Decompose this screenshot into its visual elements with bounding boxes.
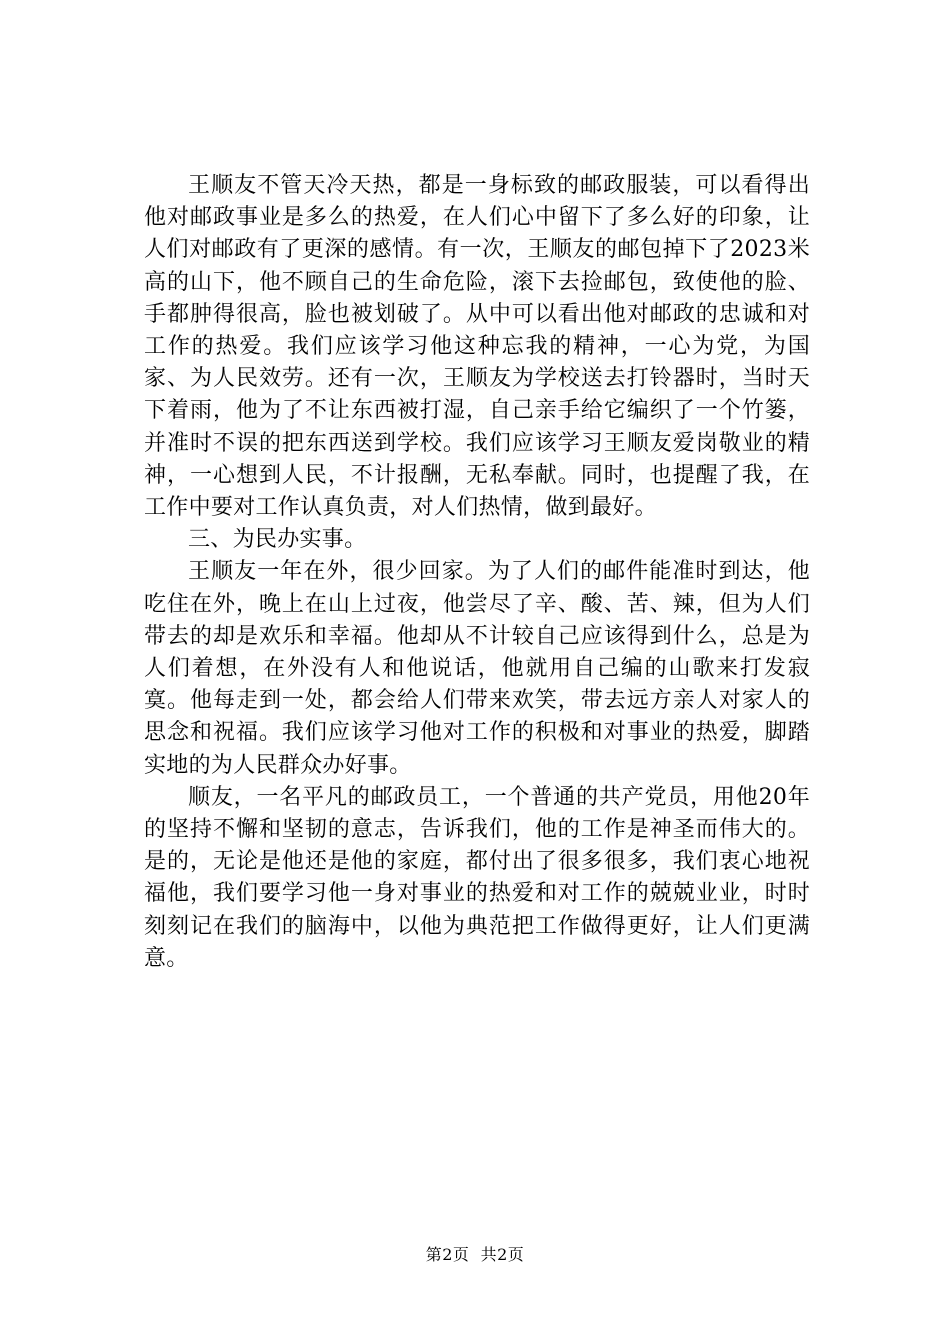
document-body — [144, 170, 810, 975]
paragraph-2: 王顺友一年在外，很少回家。为了人们的邮件能准时到达，他吃住在外，晚上在山上过夜，他尝尽了辛、酸、苦、辣，但为人们带去的却是欢乐和幸福。他却从不计较自己应该得到什么，总是为人们着想，在外没有人和他说话，他就用自己编的山歌来打发寂寞。他每走到一处，都会给人们带来欢笑，带去远方亲人对家人的思念和祝福。我们应该学习他对工作的积极和对事业的热爱，脚踏实地的为人民群众办好事。 — [144, 559, 810, 778]
section-heading: 三、为民办实事。 — [188, 527, 367, 553]
page-footer — [0, 1244, 950, 1266]
paragraph-3: 顺友，一名平凡的邮政员工，一个普通的共产党员，用他20年的坚持不懈和坚韧的意志，告诉我们，他的工作是神圣而伟大的。是的，无论是他还是他的家庭，都付出了很多很多，我们衷心地祝福他，我们要学习他一身对事业的热爱和对工作的兢兢业业，时时刻刻记在我们的脑海中，以他为典范把工作做得更好，让人们更满意。 — [144, 784, 810, 971]
page-number-label: 第2页 共2页 — [425, 1245, 525, 1264]
paragraph-1: 王顺友不管天冷天热，都是一身标致的邮政服装，可以看得出他对邮政事业是多么的热爱，在人们心中留下了多么好的印象，让人们对邮政有了更深的感情。有一次，王顺友的邮包掉下了2023米高的山下，他不顾自己的生命危险，滚下去捡邮包，致使他的脸、手都肿得很高，脸也被划破了。从中可以看出他对邮政的忠诚和对工作的热爱。我们应该学习他这种忘我的精神，一心为党，为国家、为人民效劳。还有一次，王顺友为学校送去打铃器时，当时天下着雨，他为了不让东西被打湿，自己亲手给它编织了一个竹篓，并准时不误的把东西送到学校。我们应该学习王顺友爱岗敬业的精神，一心想到人民，不计报酬，无私奉献。同时，也提醒了我，在工作中要对工作认真负责，对人们热情，做到最好。 — [144, 173, 810, 521]
